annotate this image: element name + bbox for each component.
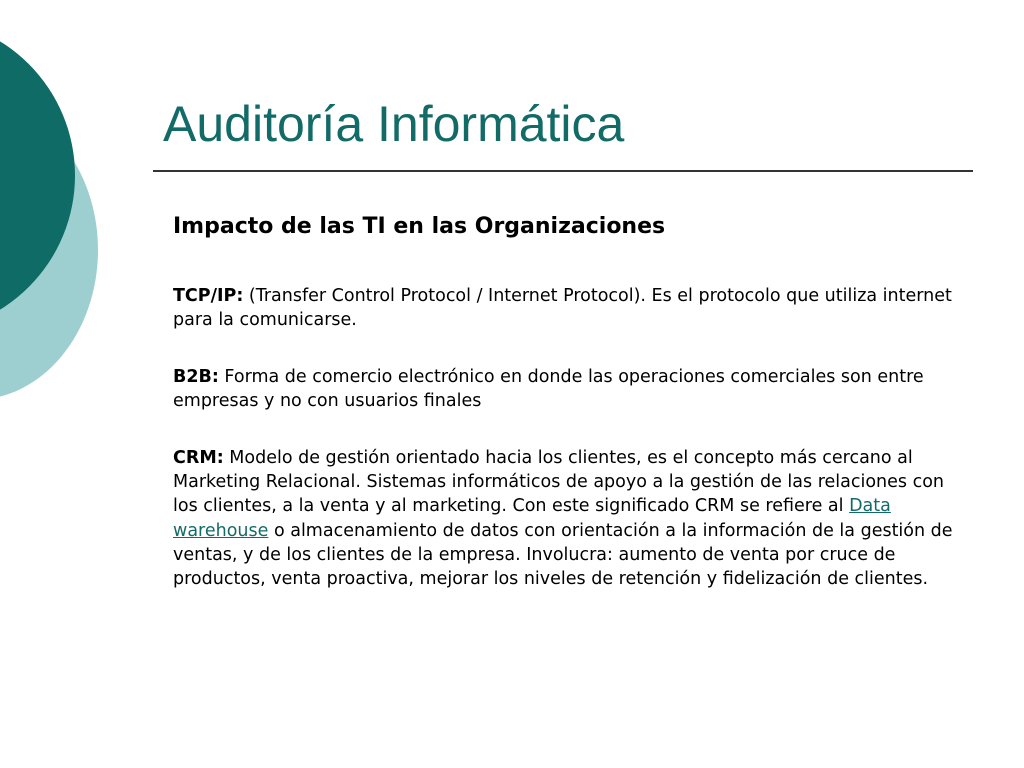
paragraph-b2b [173,365,973,413]
slide-subtitle: Impacto de las TI en las Organizaciones [173,214,666,239]
definition-tcp-ip: (Transfer Control Protocol / Internet Protocol). Es el protocolo que utiliza internet para la comunicarse. [173,286,952,331]
data-warehouse-link[interactable]: Data warehouse [173,496,891,541]
definition-crm-part-1: Modelo de gestión orientado hacia los clientes, es el concepto más cercano al Marketing Relacional. Sistemas informáticos de apoyo a la gestión de las relaciones con los clientes, a la venta y al marketing. Con este significado CRM se refiere al [173,448,945,517]
paragraph-crm [173,446,973,591]
definition-crm-part-2: o almacenamiento de datos con orientación a la información de la gestión de ventas, y de los clientes de la empresa. Involucra: aumento de venta por cruce de productos, venta proactiva, mejorar los niveles de retención y fidelización de clientes. [173,520,953,590]
definition-b2b: Forma de comercio electrónico en donde las operaciones comerciales son entre empresas y no con usuarios finales [173,367,924,412]
title-divider [153,170,973,172]
paragraph-tcp-ip [173,284,973,332]
term-tcp-ip: TCP/IP: [173,286,244,306]
slide-title: Auditoría Informática [163,96,625,152]
term-b2b: B2B: [173,367,219,387]
term-crm: CRM: [173,448,224,468]
